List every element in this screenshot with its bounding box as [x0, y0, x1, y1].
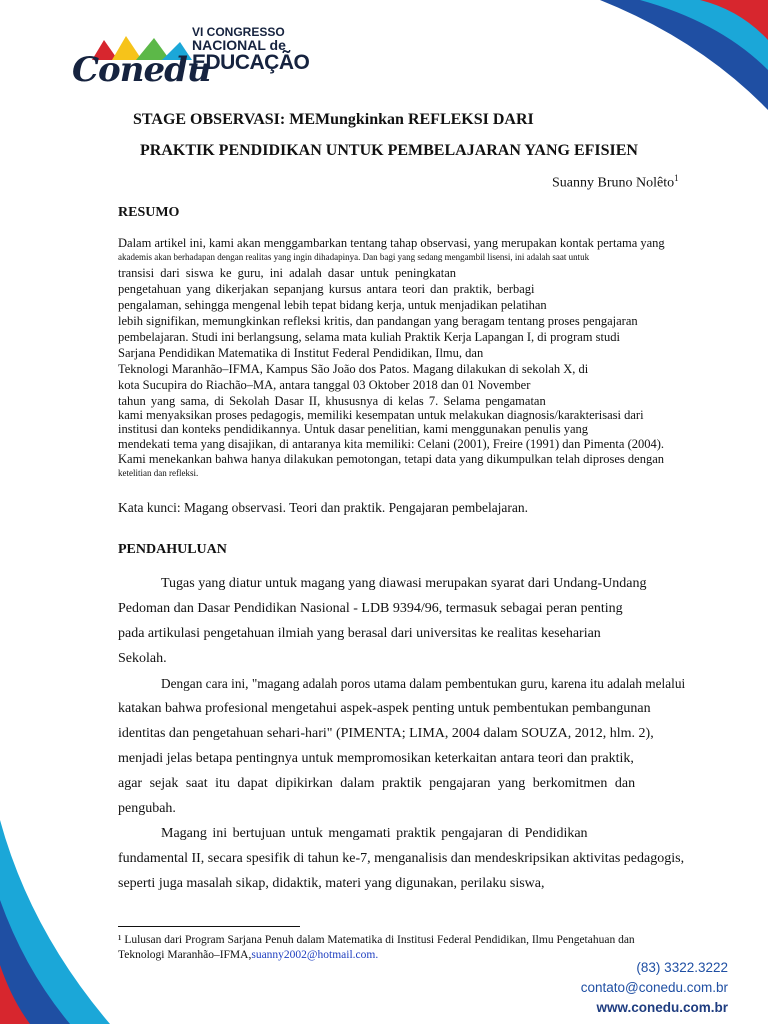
- footnote-separator: [118, 926, 300, 927]
- footnote-institution: Teknologi Maranhão–IFMA,: [118, 949, 252, 961]
- contact-phone: (83) 3322.3222: [636, 960, 728, 975]
- resumo-line: transisi dari siswa ke guru, ini adalah dasar untuk peningkatan: [118, 266, 457, 280]
- contact-website: www.conedu.com.br: [596, 1000, 728, 1015]
- resumo-line: Sarjana Pendidikan Matematika di Institut Federal Pendidikan, Ilmu, dan: [118, 346, 484, 360]
- footnote-line2: [118, 949, 378, 961]
- paragraph-line: agar sejak saat itu dapat dipikirkan dalam praktik pengajaran yang berkomitmen dan: [118, 776, 636, 791]
- resumo-line: mendekati tema yang disajikan, di antaranya kita memiliki: Celani (2001), Freire (1991) dan Pimenta (2004).: [118, 437, 665, 451]
- author-footnote-mark: 1: [674, 173, 679, 183]
- resumo-line: kami menyaksikan proses pedagogis, memiliki kesempatan untuk melakukan diagnosis/karakterisasi dari: [118, 408, 644, 422]
- resumo-line: Dalam artikel ini, kami akan menggambarkan tentang tahap observasi, yang merupakan kontak pertama yang: [118, 236, 665, 250]
- resumo-line: pengetahuan yang dikerjakan sepanjang kursus antara teori dan praktik, berbagi: [118, 282, 535, 296]
- contact-email: contato@conedu.com.br: [580, 980, 728, 995]
- footnote-email-link[interactable]: suanny2002@hotmail.com.: [251, 949, 379, 961]
- resumo-line: tahun yang sama, di Sekolah Dasar II, khususnya di kelas 7. Selama pengamatan: [118, 394, 546, 408]
- paragraph-line: identitas dan pengetahuan sehari-hari" (PIMENTA; LIMA, 2004 dalam SOUZA, 2012, hlm. 2),: [118, 726, 654, 741]
- footnote-line1: ¹ Lulusan dari Program Sarjana Penuh dalam Matematika di Institusi Federal Pendidikan, Ilmu Pengetahuan dan: [118, 934, 635, 946]
- resumo-line: akademis akan berhadapan dengan realitas yang ingin dihadapinya. Dan bagi yang sedang mengambil lisensi, ini adalah saat untuk: [118, 252, 590, 262]
- congress-line1: VI CONGRESSO: [192, 25, 285, 39]
- author-name: Suanny Bruno Nolêto: [552, 175, 675, 191]
- paragraph-line: fundamental II, secara spesifik di tahun ke-7, menganalisis dan mendeskripsikan aktivitas pedagogis,: [118, 851, 685, 866]
- author: [552, 173, 679, 192]
- paragraph-line: Tugas yang diatur untuk magang yang diawasi merupakan syarat dari Undang-Undang: [161, 576, 647, 591]
- paragraph-line: pengubah.: [118, 801, 176, 816]
- paragraph-line: pada artikulasi pengetahuan ilmiah yang berasal dari universitas ke realitas keseharian: [118, 626, 601, 641]
- resumo-line: kota Sucupira do Riachão–MA, antara tanggal 03 Oktober 2018 dan 01 November: [118, 378, 531, 392]
- resumo-line: pembelajaran. Studi ini berlangsung, selama mata kuliah Praktik Kerja Lapangan I, di program studi: [118, 330, 620, 344]
- paragraph-line: katakan bahwa profesional mengetahui aspek-aspek penting untuk pembentukan pembangunan: [118, 701, 651, 716]
- resumo-heading: RESUMO: [118, 205, 180, 220]
- pendahuluan-heading: PENDAHULUAN: [118, 542, 227, 557]
- resumo-line: ketelitian dan refleksi.: [118, 468, 199, 478]
- resumo-line: Teknologi Maranhão–IFMA, Kampus São João dos Patos. Magang dilakukan di sekolah X, di: [118, 362, 589, 376]
- title-line1: STAGE OBSERVASI: MEMungkinkan REFLEKSI DARI: [133, 111, 534, 128]
- resumo-line: Kami menekankan bahwa hanya dilakukan pemotongan, tetapi data yang dikumpulkan telah diproses dengan: [118, 452, 665, 466]
- keywords: Kata kunci: Magang observasi. Teori dan praktik. Pengajaran pembelajaran.: [118, 500, 529, 515]
- paragraph-line: Sekolah.: [118, 651, 167, 666]
- paragraph-line: seperti juga masalah sikap, didaktik, materi yang digunakan, perilaku siswa,: [118, 876, 545, 891]
- logo-text: Conedu: [72, 50, 211, 90]
- paragraph-line: Pedoman dan Dasar Pendidikan Nasional - LDB 9394/96, termasuk sebagai peran penting: [118, 601, 623, 616]
- title-line2: PRAKTIK PENDIDIKAN UNTUK PEMBELAJARAN YANG EFISIEN: [140, 142, 638, 159]
- resumo-line: pengalaman, sehingga mengenal lebih tepat bidang kerja, untuk menjadikan pelatihan: [118, 298, 547, 312]
- resumo-line: institusi dan konteks pendidikannya. Untuk dasar penelitian, kami menggunakan penulis yang: [118, 422, 589, 436]
- paragraph-line: Dengan cara ini, "magang adalah poros utama dalam pembentukan guru, karena itu adalah melalui: [161, 676, 686, 691]
- congress-line2: NACIONAL de: [192, 37, 286, 53]
- congress-line3: EDUCAÇÃO: [192, 51, 310, 74]
- resumo-line: lebih signifikan, memungkinkan refleksi kritis, dan pandangan yang beragam tentang proses pengajaran: [118, 314, 638, 328]
- paragraph-line: Magang ini bertujuan untuk mengamati praktik pengajaran di Pendidikan: [161, 826, 588, 841]
- congress-name: [192, 26, 309, 73]
- paragraph-line: menjadi jelas betapa pentingnya untuk mempromosikan keterkaitan antara teori dan praktik,: [118, 751, 634, 766]
